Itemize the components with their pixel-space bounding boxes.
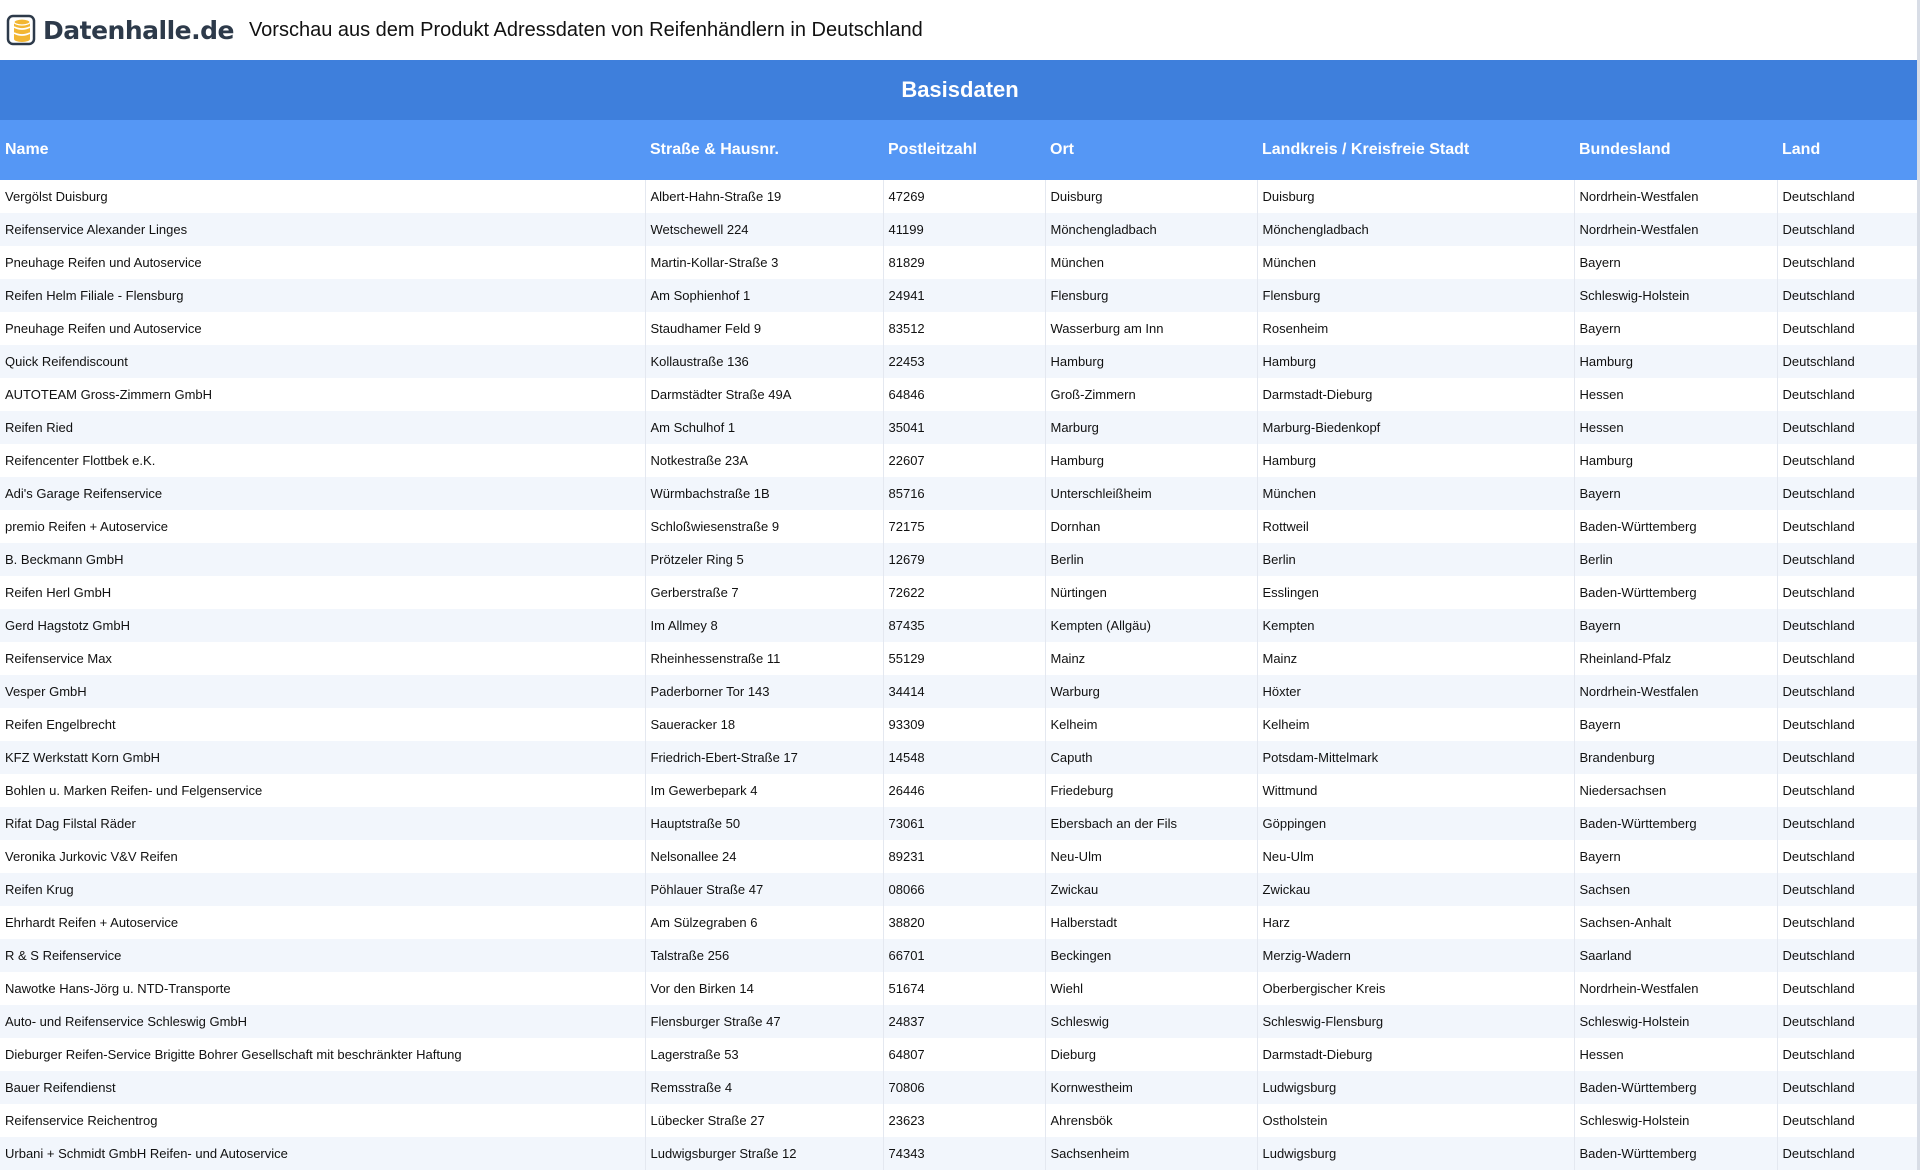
cell-street: Lübecker Straße 27: [645, 1104, 883, 1137]
table-row: [0, 312, 1920, 345]
cell-street: Würmbachstraße 1B: [645, 477, 883, 510]
cell-city: Sachsenheim: [1045, 1137, 1257, 1170]
cell-postcode: 93309: [883, 708, 1045, 741]
cell-district: München: [1257, 246, 1574, 279]
cell-name: Urbani + Schmidt GmbH Reifen- und Autoservice: [0, 1137, 645, 1170]
cell-state: Bayern: [1574, 312, 1777, 345]
cell-country: Deutschland: [1777, 675, 1920, 708]
cell-city: Berlin: [1045, 543, 1257, 576]
cell-city: Kempten (Allgäu): [1045, 609, 1257, 642]
table-row: [0, 378, 1920, 411]
cell-country: Deutschland: [1777, 939, 1920, 972]
cell-state: Bayern: [1574, 708, 1777, 741]
cell-state: Brandenburg: [1574, 741, 1777, 774]
cell-city: Wasserburg am Inn: [1045, 312, 1257, 345]
cell-state: Nordrhein-Westfalen: [1574, 972, 1777, 1005]
cell-country: Deutschland: [1777, 741, 1920, 774]
cell-state: Bayern: [1574, 609, 1777, 642]
cell-state: Baden-Württemberg: [1574, 807, 1777, 840]
cell-postcode: 12679: [883, 543, 1045, 576]
cell-street: Prötzeler Ring 5: [645, 543, 883, 576]
cell-name: premio Reifen + Autoservice: [0, 510, 645, 543]
cell-state: Nordrhein-Westfalen: [1574, 675, 1777, 708]
cell-district: Harz: [1257, 906, 1574, 939]
cell-state: Baden-Württemberg: [1574, 1071, 1777, 1104]
cell-district: Hamburg: [1257, 345, 1574, 378]
cell-city: Flensburg: [1045, 279, 1257, 312]
cell-state: Sachsen-Anhalt: [1574, 906, 1777, 939]
cell-district: Wittmund: [1257, 774, 1574, 807]
cell-name: Vesper GmbH: [0, 675, 645, 708]
column-header-district[interactable]: Landkreis / Kreisfreie Stadt: [1257, 120, 1574, 180]
cell-name: Reifenservice Max: [0, 642, 645, 675]
cell-name: Vergölst Duisburg: [0, 180, 645, 213]
cell-name: Reifenservice Alexander Linges: [0, 213, 645, 246]
cell-state: Saarland: [1574, 939, 1777, 972]
cell-name: Gerd Hagstotz GmbH: [0, 609, 645, 642]
cell-state: Hessen: [1574, 1038, 1777, 1071]
cell-name: Adi's Garage Reifenservice: [0, 477, 645, 510]
cell-city: Hamburg: [1045, 444, 1257, 477]
cell-name: Reifencenter Flottbek e.K.: [0, 444, 645, 477]
cell-street: Im Gewerbepark 4: [645, 774, 883, 807]
cell-name: R & S Reifenservice: [0, 939, 645, 972]
cell-postcode: 87435: [883, 609, 1045, 642]
column-header-name[interactable]: Name: [0, 120, 645, 180]
cell-postcode: 41199: [883, 213, 1045, 246]
cell-state: Nordrhein-Westfalen: [1574, 213, 1777, 246]
column-header-postcode[interactable]: Postleitzahl: [883, 120, 1045, 180]
cell-state: Berlin: [1574, 543, 1777, 576]
cell-street: Ludwigsburger Straße 12: [645, 1137, 883, 1170]
cell-name: Reifen Helm Filiale - Flensburg: [0, 279, 645, 312]
table-row: [0, 543, 1920, 576]
cell-district: Hamburg: [1257, 444, 1574, 477]
cell-district: Darmstadt-Dieburg: [1257, 1038, 1574, 1071]
cell-state: Baden-Württemberg: [1574, 1137, 1777, 1170]
cell-state: Hessen: [1574, 378, 1777, 411]
cell-postcode: 70806: [883, 1071, 1045, 1104]
table-row: [0, 642, 1920, 675]
table-row: [0, 741, 1920, 774]
table-row: [0, 279, 1920, 312]
cell-street: Staudhamer Feld 9: [645, 312, 883, 345]
cell-postcode: 38820: [883, 906, 1045, 939]
cell-postcode: 72622: [883, 576, 1045, 609]
cell-district: Rottweil: [1257, 510, 1574, 543]
cell-district: Göppingen: [1257, 807, 1574, 840]
table-row: [0, 708, 1920, 741]
cell-district: Zwickau: [1257, 873, 1574, 906]
table-row: [0, 345, 1920, 378]
cell-postcode: 51674: [883, 972, 1045, 1005]
cell-street: Talstraße 256: [645, 939, 883, 972]
cell-postcode: 34414: [883, 675, 1045, 708]
table-row: [0, 807, 1920, 840]
cell-name: Pneuhage Reifen und Autoservice: [0, 312, 645, 345]
cell-street: Vor den Birken 14: [645, 972, 883, 1005]
table-row: [0, 675, 1920, 708]
cell-name: Bohlen u. Marken Reifen- und Felgenservice: [0, 774, 645, 807]
cell-street: Notkestraße 23A: [645, 444, 883, 477]
cell-postcode: 85716: [883, 477, 1045, 510]
cell-district: Kempten: [1257, 609, 1574, 642]
cell-country: Deutschland: [1777, 1071, 1920, 1104]
cell-street: Am Schulhof 1: [645, 411, 883, 444]
cell-district: Ludwigsburg: [1257, 1071, 1574, 1104]
cell-city: Nürtingen: [1045, 576, 1257, 609]
cell-country: Deutschland: [1777, 840, 1920, 873]
cell-street: Paderborner Tor 143: [645, 675, 883, 708]
table-row: [0, 411, 1920, 444]
cell-country: Deutschland: [1777, 576, 1920, 609]
cell-district: Darmstadt-Dieburg: [1257, 378, 1574, 411]
cell-city: Mainz: [1045, 642, 1257, 675]
cell-district: Ludwigsburg: [1257, 1137, 1574, 1170]
cell-name: Nawotke Hans-Jörg u. NTD-Transporte: [0, 972, 645, 1005]
cell-street: Albert-Hahn-Straße 19: [645, 180, 883, 213]
cell-postcode: 89231: [883, 840, 1045, 873]
cell-country: Deutschland: [1777, 312, 1920, 345]
cell-state: Hamburg: [1574, 345, 1777, 378]
cell-name: B. Beckmann GmbH: [0, 543, 645, 576]
cell-country: Deutschland: [1777, 444, 1920, 477]
cell-country: Deutschland: [1777, 609, 1920, 642]
cell-country: Deutschland: [1777, 1038, 1920, 1071]
cell-state: Nordrhein-Westfalen: [1574, 180, 1777, 213]
cell-district: Neu-Ulm: [1257, 840, 1574, 873]
table-row: [0, 774, 1920, 807]
cell-district: Mainz: [1257, 642, 1574, 675]
cell-street: Am Sülzegraben 6: [645, 906, 883, 939]
cell-street: Remsstraße 4: [645, 1071, 883, 1104]
cell-state: Schleswig-Holstein: [1574, 1005, 1777, 1038]
cell-country: Deutschland: [1777, 873, 1920, 906]
cell-district: Mönchengladbach: [1257, 213, 1574, 246]
logo[interactable]: [5, 13, 234, 47]
cell-street: Am Sophienhof 1: [645, 279, 883, 312]
cell-name: Quick Reifendiscount: [0, 345, 645, 378]
cell-name: KFZ Werkstatt Korn GmbH: [0, 741, 645, 774]
cell-city: Hamburg: [1045, 345, 1257, 378]
cell-postcode: 22453: [883, 345, 1045, 378]
column-header-row: [0, 120, 1920, 180]
cell-postcode: 24941: [883, 279, 1045, 312]
cell-street: Pöhlauer Straße 47: [645, 873, 883, 906]
table-row: [0, 510, 1920, 543]
group-header-row: [0, 60, 1920, 120]
column-header-state[interactable]: Bundesland: [1574, 120, 1777, 180]
cell-name: Reifen Herl GmbH: [0, 576, 645, 609]
cell-country: Deutschland: [1777, 345, 1920, 378]
cell-city: Zwickau: [1045, 873, 1257, 906]
cell-postcode: 47269: [883, 180, 1045, 213]
cell-street: Hauptstraße 50: [645, 807, 883, 840]
table-row: [0, 873, 1920, 906]
cell-street: Martin-Kollar-Straße 3: [645, 246, 883, 279]
cell-city: Duisburg: [1045, 180, 1257, 213]
cell-district: Schleswig-Flensburg: [1257, 1005, 1574, 1038]
cell-state: Bayern: [1574, 246, 1777, 279]
cell-country: Deutschland: [1777, 279, 1920, 312]
cell-country: Deutschland: [1777, 708, 1920, 741]
cell-street: Flensburger Straße 47: [645, 1005, 883, 1038]
cell-postcode: 35041: [883, 411, 1045, 444]
cell-name: Veronika Jurkovic V&V Reifen: [0, 840, 645, 873]
cell-city: Unterschleißheim: [1045, 477, 1257, 510]
cell-street: Saueracker 18: [645, 708, 883, 741]
cell-state: Hessen: [1574, 411, 1777, 444]
table-row: [0, 1071, 1920, 1104]
cell-city: München: [1045, 246, 1257, 279]
cell-street: Darmstädter Straße 49A: [645, 378, 883, 411]
cell-district: Duisburg: [1257, 180, 1574, 213]
table-row: [0, 939, 1920, 972]
page-title: Vorschau aus dem Produkt Adressdaten von Reifenhändlern in Deutschland: [248, 18, 923, 41]
cell-district: Oberbergischer Kreis: [1257, 972, 1574, 1005]
cell-name: Rifat Dag Filstal Räder: [0, 807, 645, 840]
table-row: [0, 1005, 1920, 1038]
cell-name: Reifenservice Reichentrog: [0, 1104, 645, 1137]
cell-postcode: 08066: [883, 873, 1045, 906]
cell-name: Dieburger Reifen-Service Brigitte Bohrer Gesellschaft mit beschränkter Haftung: [0, 1038, 645, 1071]
cell-state: Baden-Württemberg: [1574, 510, 1777, 543]
cell-city: Mönchengladbach: [1045, 213, 1257, 246]
cell-street: Lagerstraße 53: [645, 1038, 883, 1071]
cell-country: Deutschland: [1777, 543, 1920, 576]
table-row: [0, 444, 1920, 477]
cell-postcode: 24837: [883, 1005, 1045, 1038]
cell-postcode: 74343: [883, 1137, 1045, 1170]
cell-country: Deutschland: [1777, 906, 1920, 939]
cell-city: Warburg: [1045, 675, 1257, 708]
cell-district: Berlin: [1257, 543, 1574, 576]
cell-state: Schleswig-Holstein: [1574, 279, 1777, 312]
cell-state: Rheinland-Pfalz: [1574, 642, 1777, 675]
cell-country: Deutschland: [1777, 477, 1920, 510]
table-body: [0, 180, 1920, 1170]
cell-postcode: 23623: [883, 1104, 1045, 1137]
cell-street: Im Allmey 8: [645, 609, 883, 642]
cell-city: Marburg: [1045, 411, 1257, 444]
cell-country: Deutschland: [1777, 411, 1920, 444]
cell-district: Ostholstein: [1257, 1104, 1574, 1137]
cell-district: München: [1257, 477, 1574, 510]
cell-city: Wiehl: [1045, 972, 1257, 1005]
column-header-city[interactable]: Ort: [1045, 120, 1257, 180]
cell-street: Nelsonallee 24: [645, 840, 883, 873]
logo-text: Datenhalle.de: [43, 15, 234, 45]
cell-postcode: 55129: [883, 642, 1045, 675]
cell-name: Reifen Krug: [0, 873, 645, 906]
cell-country: Deutschland: [1777, 774, 1920, 807]
cell-country: Deutschland: [1777, 213, 1920, 246]
cell-district: Merzig-Wadern: [1257, 939, 1574, 972]
column-header-country[interactable]: Land: [1777, 120, 1920, 180]
table-row: [0, 609, 1920, 642]
cell-postcode: 64846: [883, 378, 1045, 411]
cell-state: Hamburg: [1574, 444, 1777, 477]
table-row: [0, 576, 1920, 609]
cell-city: Neu-Ulm: [1045, 840, 1257, 873]
cell-postcode: 72175: [883, 510, 1045, 543]
cell-postcode: 73061: [883, 807, 1045, 840]
cell-country: Deutschland: [1777, 1005, 1920, 1038]
table-row: [0, 840, 1920, 873]
cell-city: Friedeburg: [1045, 774, 1257, 807]
cell-district: Flensburg: [1257, 279, 1574, 312]
cell-country: Deutschland: [1777, 510, 1920, 543]
cell-country: Deutschland: [1777, 972, 1920, 1005]
cell-city: Kelheim: [1045, 708, 1257, 741]
cell-name: Reifen Ried: [0, 411, 645, 444]
cell-city: Schleswig: [1045, 1005, 1257, 1038]
table-row: [0, 1137, 1920, 1170]
cell-postcode: 22607: [883, 444, 1045, 477]
cell-postcode: 14548: [883, 741, 1045, 774]
cell-postcode: 66701: [883, 939, 1045, 972]
table-row: [0, 972, 1920, 1005]
cell-state: Niedersachsen: [1574, 774, 1777, 807]
column-header-street[interactable]: Straße & Hausnr.: [645, 120, 883, 180]
cell-state: Schleswig-Holstein: [1574, 1104, 1777, 1137]
cell-state: Sachsen: [1574, 873, 1777, 906]
cell-city: Groß-Zimmern: [1045, 378, 1257, 411]
table-row: [0, 180, 1920, 213]
cell-city: Caputh: [1045, 741, 1257, 774]
group-header-basisdaten: Basisdaten: [0, 60, 1920, 120]
table-row: [0, 477, 1920, 510]
cell-country: Deutschland: [1777, 642, 1920, 675]
cell-name: Pneuhage Reifen und Autoservice: [0, 246, 645, 279]
table-row: [0, 906, 1920, 939]
table-row: [0, 1104, 1920, 1137]
cell-name: Reifen Engelbrecht: [0, 708, 645, 741]
cell-name: Bauer Reifendienst: [0, 1071, 645, 1104]
database-logo-icon: [5, 13, 39, 47]
cell-district: Höxter: [1257, 675, 1574, 708]
cell-street: Rheinhessenstraße 11: [645, 642, 883, 675]
cell-city: Halberstadt: [1045, 906, 1257, 939]
cell-city: Dieburg: [1045, 1038, 1257, 1071]
cell-state: Baden-Württemberg: [1574, 576, 1777, 609]
cell-state: Bayern: [1574, 840, 1777, 873]
cell-district: Rosenheim: [1257, 312, 1574, 345]
data-table-container: [0, 60, 1920, 1170]
table-row: [0, 246, 1920, 279]
cell-street: Wetschewell 224: [645, 213, 883, 246]
cell-street: Kollaustraße 136: [645, 345, 883, 378]
cell-country: Deutschland: [1777, 807, 1920, 840]
cell-name: Auto- und Reifenservice Schleswig GmbH: [0, 1005, 645, 1038]
cell-country: Deutschland: [1777, 378, 1920, 411]
cell-postcode: 81829: [883, 246, 1045, 279]
cell-name: AUTOTEAM Gross-Zimmern GmbH: [0, 378, 645, 411]
cell-city: Dornhan: [1045, 510, 1257, 543]
cell-postcode: 64807: [883, 1038, 1045, 1071]
cell-street: Schloßwiesenstraße 9: [645, 510, 883, 543]
cell-country: Deutschland: [1777, 1104, 1920, 1137]
cell-country: Deutschland: [1777, 246, 1920, 279]
cell-city: Ahrensbök: [1045, 1104, 1257, 1137]
top-bar: [0, 0, 1920, 60]
cell-postcode: 83512: [883, 312, 1045, 345]
cell-district: Marburg-Biedenkopf: [1257, 411, 1574, 444]
cell-district: Kelheim: [1257, 708, 1574, 741]
cell-street: Gerberstraße 7: [645, 576, 883, 609]
cell-city: Ebersbach an der Fils: [1045, 807, 1257, 840]
cell-city: Kornwestheim: [1045, 1071, 1257, 1104]
table-row: [0, 1038, 1920, 1071]
cell-country: Deutschland: [1777, 1137, 1920, 1170]
cell-district: Esslingen: [1257, 576, 1574, 609]
cell-country: Deutschland: [1777, 180, 1920, 213]
cell-state: Bayern: [1574, 477, 1777, 510]
data-table: [0, 60, 1920, 1170]
cell-name: Ehrhardt Reifen + Autoservice: [0, 906, 645, 939]
table-row: [0, 213, 1920, 246]
cell-city: Beckingen: [1045, 939, 1257, 972]
cell-district: Potsdam-Mittelmark: [1257, 741, 1574, 774]
cell-street: Friedrich-Ebert-Straße 17: [645, 741, 883, 774]
cell-postcode: 26446: [883, 774, 1045, 807]
